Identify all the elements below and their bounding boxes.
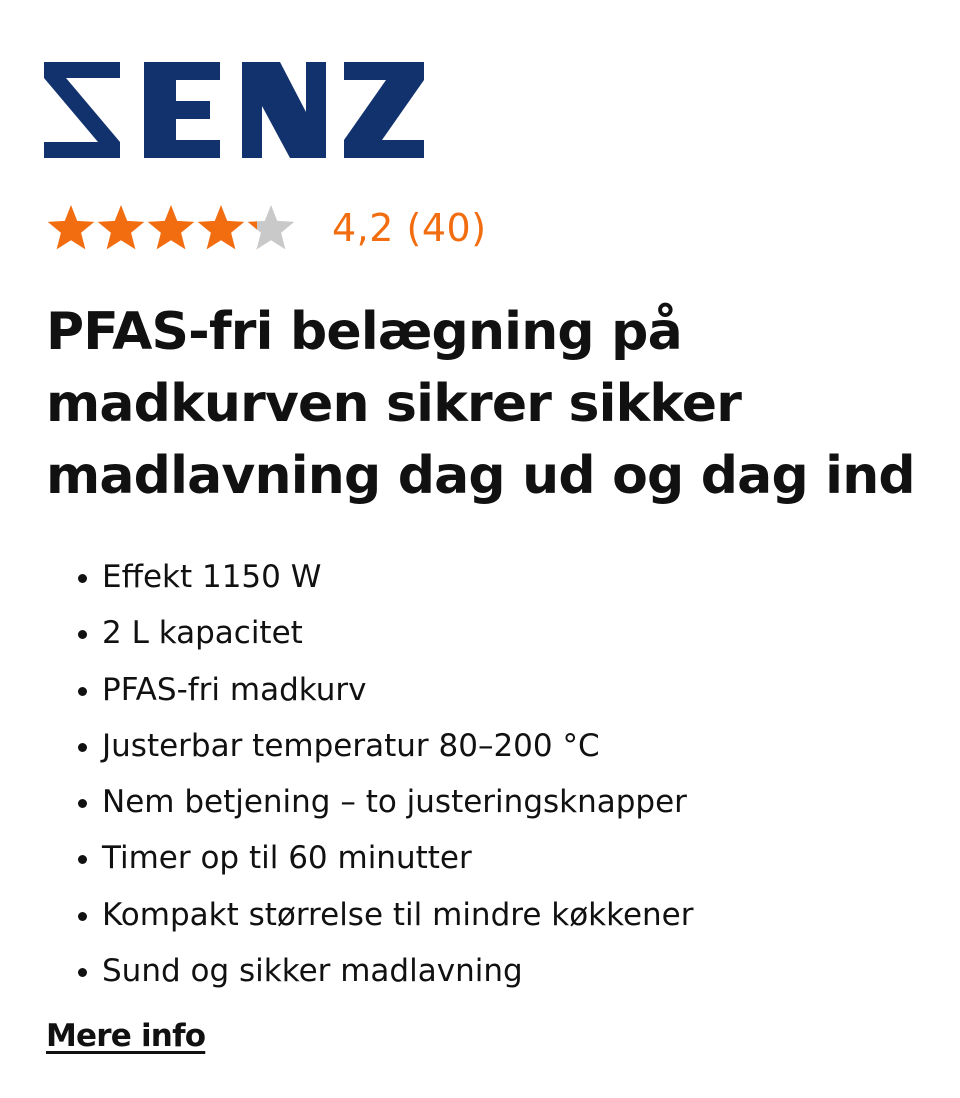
- more-info-link[interactable]: Mere info: [46, 1018, 206, 1054]
- star-icon-2: [98, 205, 145, 249]
- star-icon-1: [48, 205, 95, 249]
- rating-stars: [46, 200, 296, 256]
- feature-item: • Kompakt størrelse til mindre køkkener: [102, 887, 960, 943]
- feature-list: [66, 549, 960, 999]
- product-rating[interactable]: [46, 200, 487, 256]
- feature-item: • 2 L kapacitet: [102, 605, 960, 661]
- feature-item: • PFAS-fri madkurv: [102, 662, 960, 718]
- star-icon-3: [148, 205, 195, 249]
- rating-score-text: 4,2 (40): [332, 206, 487, 250]
- feature-item: • Timer op til 60 minutter: [102, 830, 960, 886]
- star-icon-4: [198, 205, 245, 249]
- feature-item: • Justerbar temperatur 80–200 °C: [102, 718, 960, 774]
- senz-logo-graphic: [44, 62, 424, 158]
- feature-item: • Nem betjening – to justeringsknapper: [102, 774, 960, 830]
- product-title: PFAS-fri belægning på madkurven sikrer sikker madlavning dag ud og dag ind: [46, 302, 915, 506]
- brand-logo: [44, 62, 424, 158]
- feature-item: • Effekt 1150 W: [102, 549, 960, 605]
- feature-item: • Sund og sikker madlavning: [102, 943, 960, 999]
- star-icon-5-partial: [248, 205, 295, 249]
